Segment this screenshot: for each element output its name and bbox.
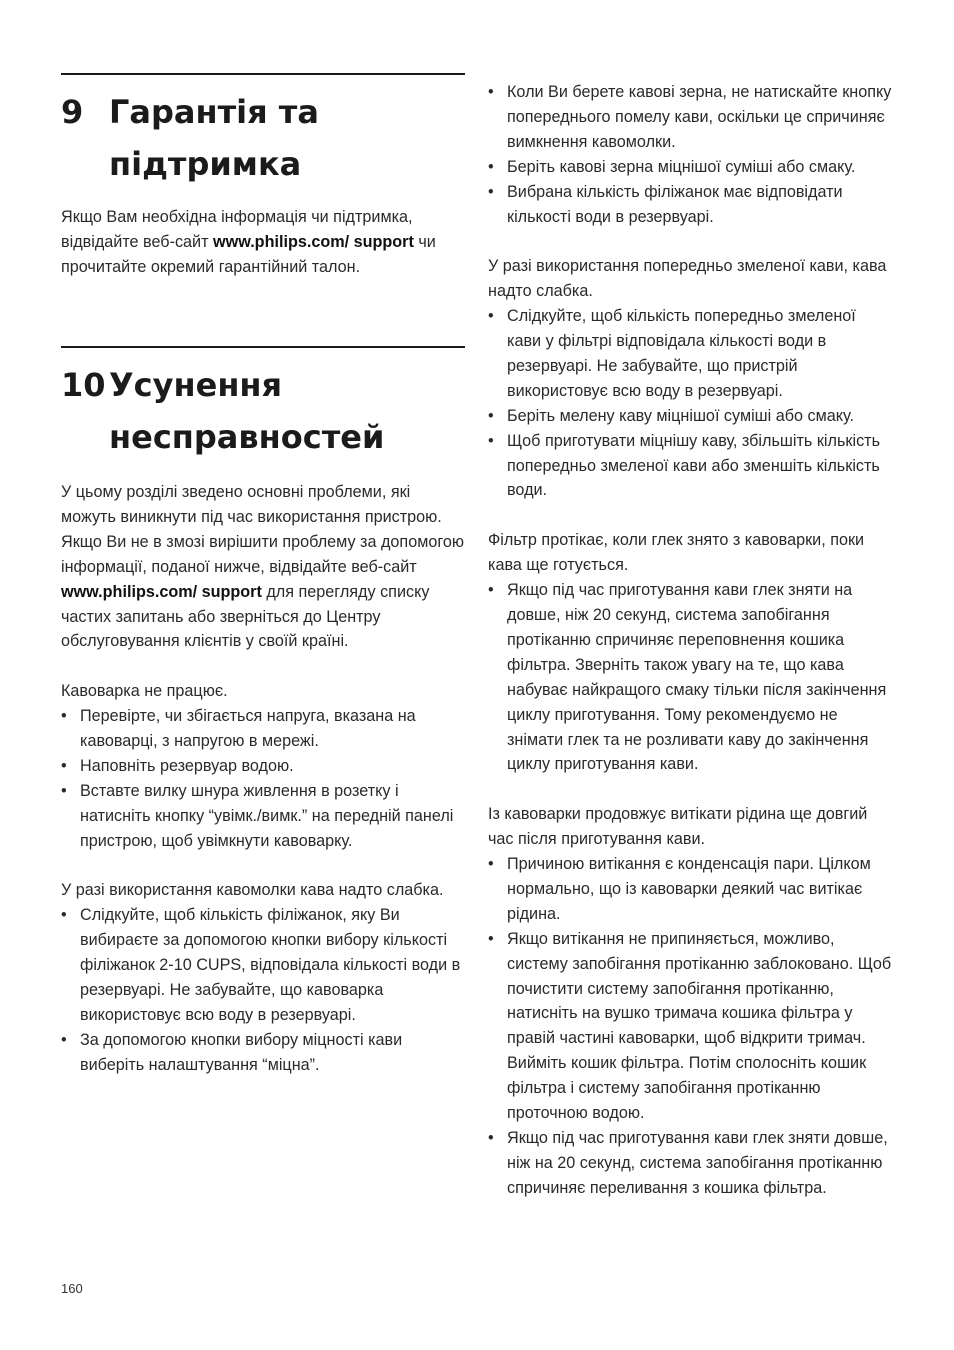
section-number: 10 xyxy=(61,366,106,404)
solution-list xyxy=(488,852,892,1201)
list-item: • Беріть кавові зерна міцнішої суміші або смаку. xyxy=(488,157,856,176)
list-item: • Якщо під час приготування кави глек зняти довше, ніж на 20 секунд, система запобігання протіканню спричиняє переливання з кошика фільтра. xyxy=(488,1129,888,1197)
solution-list xyxy=(61,704,465,853)
problem-title: У разі використання попередньо змеленої кави, кава надто слабка. xyxy=(488,257,887,301)
section-title-line: несправностей xyxy=(109,418,385,456)
list-item: • Беріть мелену каву міцнішої суміші або смаку. xyxy=(488,406,854,425)
list-item: • Слідкуйте, щоб кількість попередньо змеленої кави у фільтрі відповідала кількості води в резервуарі. Не забувайте, що пристрій використовує всю воду в резервуарі. xyxy=(488,307,856,400)
support-link[interactable]: www.philips.com/ support xyxy=(213,232,414,251)
section-title-line: підтримка xyxy=(109,145,302,183)
problem-title: Фільтр протікає, коли глек знято з кавоварки, поки кава ще готується. xyxy=(488,531,865,575)
list-item: • Коли Ви берете кавові зерна, не натискайте кнопку попереднього помелу кави, оскільки це спричиняє вимкнення кавомолки. xyxy=(488,83,892,151)
problem-title: Із кавоварки продовжує витікати рідина ще довгий час після приготування кави. xyxy=(488,805,868,849)
list-item: • Наповніть резервуар водою. xyxy=(61,756,294,775)
list-item: • Якщо витікання не припиняється, можливо, систему запобігання протіканню заблоковано. Щоб почистити систему запобігання протіканню, натисніть на вушко тримача кошика фільтра у правій частині кавоварки, щоб відкрити тримач. Вийміть кошик фільтра. Потім сполосніть кошик фільтра і систему запобігання протіканню проточною водою. xyxy=(488,929,892,1123)
section-number: 9 xyxy=(61,93,84,131)
list-item: • Перевірте, чи збігається напруга, вказана на кавоварці, з напругою в мережі. xyxy=(61,707,416,751)
problem-title: У разі використання кавомолки кава надто слабка. xyxy=(61,881,444,900)
list-item: • Щоб приготувати міцнішу каву, збільшіть кількість попередньо змеленої кави або зменшіть кількість води. xyxy=(488,431,881,500)
list-item: • Слідкуйте, щоб кількість філіжанок, яку Ви вибираєте за допомогою кнопки вибору кількості філіжанок 2-10 CUPS, відповідала кількості води в резервуарі. Не забувайте, що кавоварка використовує всю воду в резервуарі. xyxy=(61,906,461,1024)
solution-list xyxy=(61,903,465,1077)
section-divider xyxy=(61,346,465,348)
right-column-body xyxy=(488,80,892,1201)
list-item: • Причиною витікання є конденсація пари. Цілком нормально, що із кавоварки деякий час витікає рідина. xyxy=(488,855,871,923)
list-item: • За допомогою кнопки вибору міцності кави виберіть налаштування “міцна”. xyxy=(61,1030,403,1074)
list-item: • Вибрана кількість філіжанок має відповідати кількості води в резервуарі. xyxy=(488,182,843,226)
section-divider xyxy=(61,73,465,75)
section-title-line: Усунення xyxy=(109,366,283,404)
section-9-body: Якщо Вам необхідна інформація чи підтримка, відвідайте веб-сайт www.philips.com/ support чи прочитайте окремий гарантійний талон. xyxy=(61,208,436,276)
solution-list xyxy=(488,578,892,777)
solution-list xyxy=(488,80,892,229)
problem-title: Кавоварка не працює. xyxy=(61,682,228,701)
section-10-body xyxy=(61,480,465,1078)
support-link[interactable]: www.philips.com/ support xyxy=(61,582,262,601)
solution-list xyxy=(488,304,892,503)
page-number: 160 xyxy=(61,1281,83,1296)
list-item: • Якщо під час приготування кави глек зняти на довше, ніж 20 секунд, система запобігання протіканню спричиняє переповнення кошика фільтра. Зверніть також увагу на те, що кава набуває найкращого смаку тільки після закінчення циклу приготування. Тому рекомендуємо не знімати глек та не розливати каву до закінчення циклу приготування кави. xyxy=(488,581,887,774)
intro-paragraph: У цьому розділі зведено основні проблеми, які можуть виникнути під час використання пристрою. Якщо Ви не в змозі вирішити проблему за допомогою інформації, поданої нижче, відвідайте веб-сайт www.philips.com/ support для перегляду списку частих запитань або зверніться до Центру обслуговування клієнтів у своїй країні. xyxy=(61,483,465,651)
list-item: • Вставте вилку шнура живлення в розетку і натисніть кнопку “увімк./вимк.” на передній панелі пристрою, щоб увімкнути кавоварку. xyxy=(61,781,454,850)
section-title-line: Гарантія та xyxy=(109,93,319,131)
